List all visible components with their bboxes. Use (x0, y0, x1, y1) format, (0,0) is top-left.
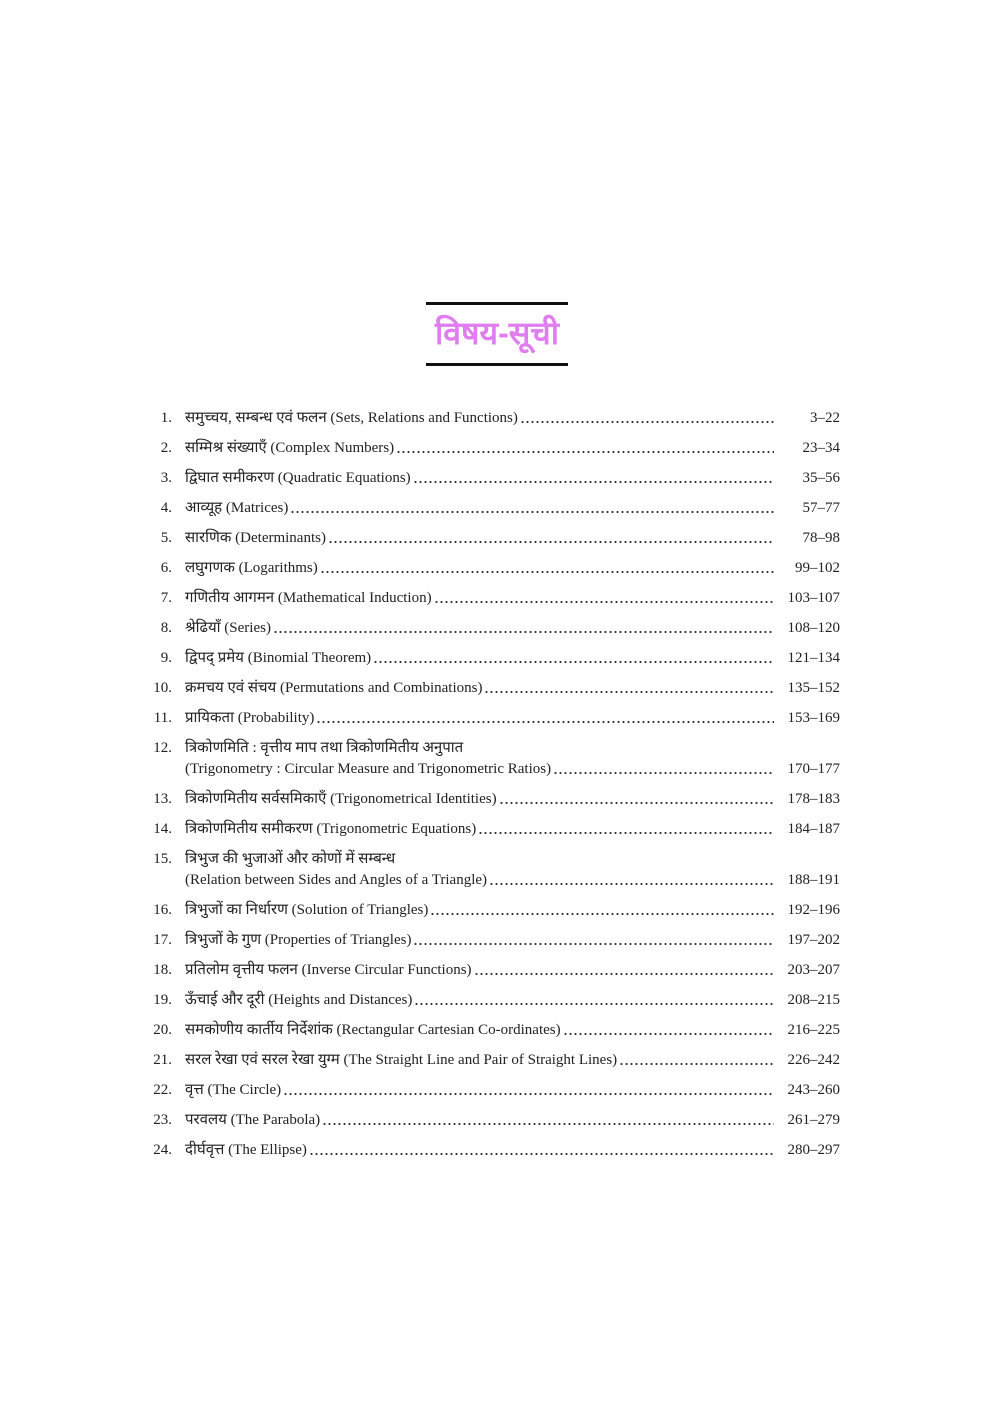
entry-title-hindi: त्रिकोणमिति : वृत्तीय माप तथा त्रिकोणमितीय अनुपात (185, 740, 464, 756)
toc-entry[interactable] (140, 618, 840, 638)
entry-pages: 78–98 (802, 530, 840, 546)
entry-title: प्रायिकता (Probability) (185, 710, 315, 726)
entry-pages: 192–196 (787, 902, 840, 918)
entry-title: परवलय (The Parabola) (185, 1112, 321, 1128)
toc-entry[interactable] (140, 738, 840, 779)
toc-entry[interactable] (140, 990, 840, 1010)
dot-leader (474, 960, 774, 980)
entry-title: ऊँचाई और दूरी (Heights and Distances) (185, 992, 413, 1008)
toc-entry[interactable] (140, 930, 840, 950)
entry-number: 13. (153, 791, 172, 807)
dot-leader (373, 648, 774, 668)
dot-leader (396, 438, 774, 458)
entry-number: 7. (160, 590, 172, 606)
entry-number: 16. (153, 902, 172, 918)
entry-number: 18. (153, 962, 172, 978)
entry-pages: 188–191 (787, 872, 840, 888)
toc-entry[interactable] (140, 678, 840, 698)
entry-pages: 103–107 (787, 590, 840, 606)
entry-number: 2. (160, 440, 172, 456)
entry-title: त्रिभुजों के गुण (Properties of Triangles) (185, 932, 412, 948)
toc-entry[interactable] (140, 789, 840, 809)
toc-entry[interactable] (140, 1140, 840, 1160)
entry-pages: 280–297 (787, 1142, 840, 1158)
toc-entry[interactable] (140, 438, 840, 458)
entry-pages: 226–242 (787, 1052, 840, 1068)
entry-number: 5. (160, 530, 172, 546)
entry-number: 24. (153, 1142, 172, 1158)
entry-pages: 3–22 (810, 410, 840, 426)
toc-entry[interactable] (140, 960, 840, 980)
dot-leader (322, 1110, 774, 1130)
entry-title: प्रतिलोम वृत्तीय फलन (Inverse Circular Functions) (185, 962, 472, 978)
entry-number: 17. (153, 932, 172, 948)
entry-pages: 121–134 (787, 650, 840, 666)
entry-title: त्रिकोणमितीय सर्वसमिकाएँ (Trigonometrical Identities) (185, 791, 497, 807)
toc-entry[interactable] (140, 588, 840, 608)
toc-entry[interactable] (140, 1050, 840, 1070)
entry-title: (Relation between Sides and Angles of a Triangle) (185, 872, 488, 888)
toc-entry[interactable] (140, 468, 840, 488)
entry-number: 12. (153, 740, 172, 756)
entry-number: 6. (160, 560, 172, 576)
entry-number: 9. (160, 650, 172, 666)
dot-leader (328, 528, 774, 548)
dot-leader (309, 1140, 774, 1160)
dot-leader (563, 1020, 774, 1040)
dot-leader (413, 930, 774, 950)
entry-pages: 208–215 (787, 992, 840, 1008)
entry-pages: 135–152 (787, 680, 840, 696)
toc-entry[interactable] (140, 648, 840, 668)
entry-title: श्रेढियाँ (Series) (185, 620, 271, 636)
entry-number: 14. (153, 821, 172, 837)
table-of-contents (140, 408, 840, 1170)
toc-entry[interactable] (140, 819, 840, 839)
entry-title: द्विपद् प्रमेय (Binomial Theorem) (185, 650, 372, 666)
toc-entry[interactable] (140, 708, 840, 728)
entry-title: दीर्घवृत्त (The Ellipse) (185, 1142, 307, 1158)
entry-pages: 57–77 (802, 500, 840, 516)
dot-leader (484, 678, 774, 698)
entry-pages: 216–225 (787, 1022, 840, 1038)
toc-entry[interactable] (140, 1020, 840, 1040)
entry-number: 22. (153, 1082, 172, 1098)
dot-leader (273, 618, 774, 638)
entry-title: समकोणीय कार्तीय निर्देशांक (Rectangular Cartesian Co-ordinates) (185, 1022, 561, 1038)
entry-number: 3. (160, 470, 172, 486)
entry-title: वृत्त (The Circle) (185, 1082, 282, 1098)
entry-number: 23. (153, 1112, 172, 1128)
dot-leader (619, 1050, 774, 1070)
entry-number: 19. (153, 992, 172, 1008)
entry-title-hindi: त्रिभुज की भुजाओं और कोणों में सम्बन्ध (185, 851, 396, 867)
title-box (426, 302, 568, 366)
entry-pages: 99–102 (795, 560, 840, 576)
dot-leader (316, 708, 774, 728)
entry-title: लघुगणक (Logarithms) (185, 560, 318, 576)
dot-leader (290, 498, 774, 518)
toc-entry[interactable] (140, 900, 840, 920)
entry-pages: 184–187 (787, 821, 840, 837)
dot-leader (413, 468, 774, 488)
entry-pages: 35–56 (802, 470, 840, 486)
toc-entry[interactable] (140, 1080, 840, 1100)
entry-number: 4. (160, 500, 172, 516)
entry-title: द्विघात समीकरण (Quadratic Equations) (185, 470, 411, 486)
entry-pages: 108–120 (787, 620, 840, 636)
dot-leader (320, 558, 774, 578)
dot-leader (434, 588, 774, 608)
dot-leader (478, 819, 774, 839)
entry-title: सरल रेखा एवं सरल रेखा युग्म (The Straight Line and Pair of Straight Lines) (185, 1052, 618, 1068)
entry-number: 8. (160, 620, 172, 636)
dot-leader (430, 900, 774, 920)
entry-title: सम्मिश्र संख्याएँ (Complex Numbers) (185, 440, 395, 456)
entry-title: समुच्चय, सम्बन्ध एवं फलन (Sets, Relations and Functions) (185, 410, 518, 426)
entry-pages: 23–34 (802, 440, 840, 456)
dot-leader (489, 870, 774, 890)
entry-title: क्रमचय एवं संचय (Permutations and Combinations) (185, 680, 483, 696)
dot-leader (520, 408, 774, 428)
entry-pages: 153–169 (787, 710, 840, 726)
entry-number: 15. (153, 851, 172, 867)
entry-title: त्रिकोणमितीय समीकरण (Trigonometric Equations) (185, 821, 477, 837)
entry-title: (Trigonometry : Circular Measure and Trigonometric Ratios) (185, 761, 552, 777)
entry-title: गणितीय आगमन (Mathematical Induction) (185, 590, 432, 606)
entry-title: सारणिक (Determinants) (185, 530, 326, 546)
entry-pages: 243–260 (787, 1082, 840, 1098)
toc-entry[interactable] (140, 528, 840, 548)
toc-entry[interactable] (140, 558, 840, 578)
entry-title: त्रिभुजों का निर्धारण (Solution of Triangles) (185, 902, 429, 918)
entry-pages: 170–177 (787, 761, 840, 777)
entry-pages: 261–279 (787, 1112, 840, 1128)
dot-leader (553, 759, 774, 779)
dot-leader (414, 990, 774, 1010)
entry-pages: 203–207 (787, 962, 840, 978)
page-title: विषय-सूची (434, 315, 560, 351)
toc-entry[interactable] (140, 498, 840, 518)
entry-number: 11. (153, 710, 172, 726)
toc-entry[interactable] (140, 408, 840, 428)
toc-entry[interactable] (140, 1110, 840, 1130)
entry-number: 20. (153, 1022, 172, 1038)
dot-leader (499, 789, 774, 809)
dot-leader (283, 1080, 774, 1100)
entry-number: 1. (160, 410, 172, 426)
entry-pages: 197–202 (787, 932, 840, 948)
entry-number: 10. (153, 680, 172, 696)
toc-entry[interactable] (140, 849, 840, 890)
entry-title: आव्यूह (Matrices) (185, 500, 289, 516)
entry-number: 21. (153, 1052, 172, 1068)
entry-pages: 178–183 (787, 791, 840, 807)
